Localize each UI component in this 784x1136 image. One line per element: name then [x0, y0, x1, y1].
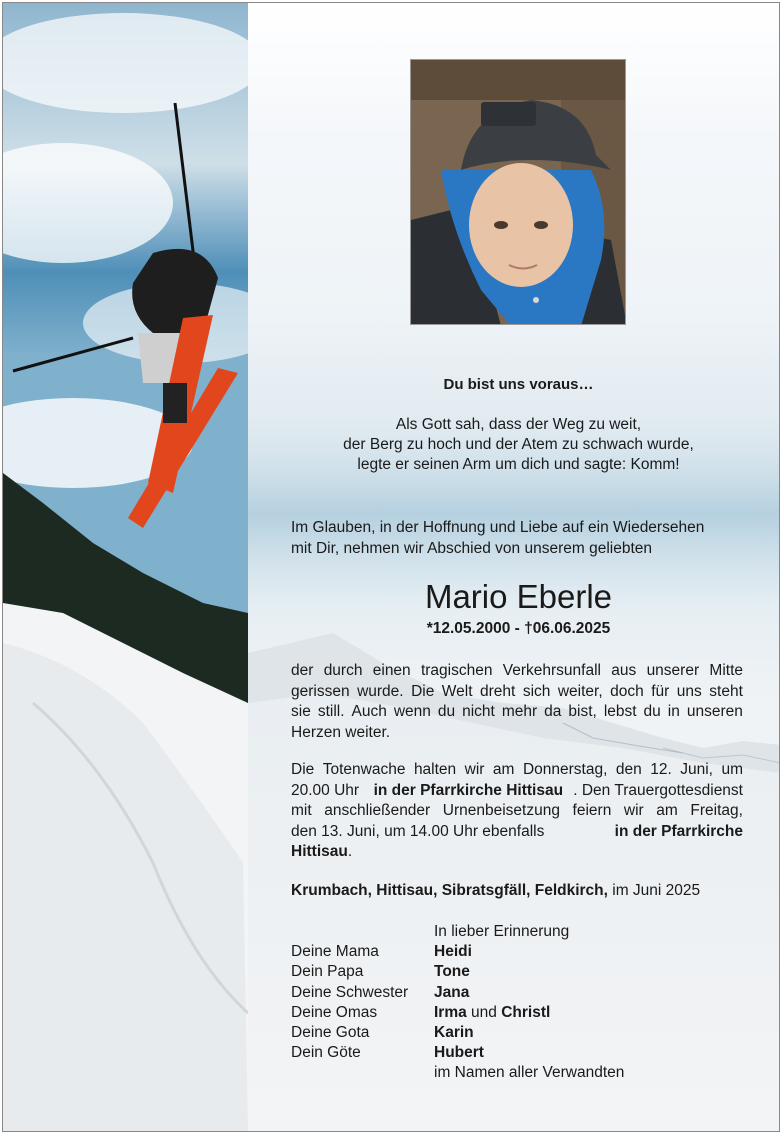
word: den [615, 761, 642, 778]
paragraph-line [291, 702, 743, 723]
paragraph-line [291, 682, 743, 703]
family-row [291, 1043, 624, 1063]
family-row [291, 962, 624, 982]
family-row [291, 942, 624, 962]
poem-line: Als Gott sah, dass der Weg zu weit, [395, 416, 642, 433]
word: lebst [603, 703, 637, 720]
word: für [651, 682, 670, 700]
relative-name: Christl [501, 1003, 551, 1021]
conjunction: und [466, 1003, 502, 1021]
word: anschließender [324, 802, 431, 819]
relation-label: Deine Gota [291, 1024, 370, 1042]
word: Herzen weiter. [291, 723, 391, 741]
word: Urnenbeisetzung [442, 802, 560, 819]
word: mehr [501, 703, 538, 720]
skier-photo [3, 3, 248, 1132]
word: gerissen [291, 682, 350, 700]
word: sich [522, 682, 551, 700]
relation-label: Dein Göte [291, 1044, 361, 1062]
paragraph-line [291, 723, 743, 744]
word: nicht [462, 703, 495, 720]
service-line [291, 801, 743, 822]
life-dates: *12.05.2000 - †06.06.2025 [426, 620, 611, 637]
portrait-photo [410, 59, 626, 325]
service-text: den 13. Juni, um 14.00 Uhr ebenfalls [291, 822, 549, 840]
relative-name: Tone [434, 963, 470, 981]
family-header: In lieber Erinnerung [434, 923, 570, 940]
relative-name: Jana [434, 983, 470, 1001]
service-paragraph [291, 760, 743, 863]
family-list [291, 922, 624, 1084]
intro-line: Im Glauben, in der Hoffnung und Liebe auf ein Wiedersehen [291, 519, 705, 536]
word: steht [709, 682, 743, 700]
word: Welt [441, 682, 473, 700]
word: Die [411, 682, 435, 700]
places-list: Krumbach, Hittisau, Sibratsgfäll, Feldkirch, [291, 882, 608, 899]
word: am [656, 802, 678, 819]
word: still. [317, 703, 345, 720]
word: unseren [686, 703, 743, 720]
word: mit [291, 802, 312, 819]
relation-label: Deine Mama [291, 943, 379, 961]
word: wurde. [357, 682, 404, 700]
date-text: im Juni 2025 [607, 882, 701, 899]
word: einen [372, 662, 411, 679]
service-line [291, 822, 743, 843]
word: Freitag, [690, 802, 743, 819]
relation-label: Deine Omas [291, 1003, 378, 1021]
word: du [643, 703, 661, 720]
family-footer: im Namen aller Verwandten [434, 1064, 625, 1082]
word: doch [610, 682, 644, 700]
word: sie [291, 703, 311, 720]
intro-text [291, 517, 746, 559]
word: dreht [480, 682, 516, 700]
family-header-row [291, 922, 624, 942]
word: halten [413, 761, 457, 778]
service-line [291, 781, 743, 802]
relative-name: Hubert [434, 1044, 484, 1062]
word: in [667, 703, 680, 720]
service-line [291, 760, 743, 781]
word: da [544, 703, 562, 720]
word: durch [323, 662, 363, 679]
motto-heading: Du bist uns voraus… [443, 376, 594, 393]
service-line [291, 842, 743, 863]
word: Auch [351, 703, 387, 720]
family-footer-row [291, 1063, 624, 1083]
word: Totenwache [322, 761, 406, 778]
relation-label: Dein Papa [291, 963, 364, 981]
poem-line: der Berg zu hoch und der Atem zu schwach wurde, [343, 436, 694, 453]
word: Juni, [680, 761, 713, 778]
family-row [291, 983, 624, 1003]
word: Donnerstag, [522, 761, 608, 778]
word: um [721, 761, 743, 778]
relation-label: Deine Schwester [291, 983, 409, 1001]
word: unserer [646, 662, 700, 679]
church-location: Hittisau [291, 843, 348, 860]
church-location: in der Pfarrkirche [614, 822, 743, 840]
word: Verkehrsunfall [502, 662, 601, 679]
relative-name: Irma [434, 1003, 467, 1021]
service-text: . [347, 843, 353, 860]
word: der [291, 662, 314, 679]
family-row [291, 1023, 624, 1043]
word: du [437, 703, 456, 720]
word: feiern [572, 802, 612, 819]
word: aus [611, 662, 637, 679]
word: Mitte [709, 662, 743, 679]
accident-paragraph [291, 661, 743, 743]
word: wenn [393, 703, 431, 720]
places-and-date [291, 881, 700, 901]
obituary-card [2, 2, 780, 1132]
intro-line: mit Dir, nehmen wir Abschied von unserem geliebten [291, 540, 652, 557]
word: wir [623, 802, 644, 819]
word: am [492, 761, 515, 778]
deceased-name: Mario Eberle [424, 578, 613, 615]
service-text: 20.00 Uhr [291, 781, 364, 799]
poem-line: legte er seinen Arm um dich und sagte: Komm! [357, 456, 680, 473]
poem [291, 415, 746, 475]
word: wir [464, 761, 485, 778]
family-row [291, 1003, 624, 1023]
paragraph-line [291, 661, 743, 682]
relative-name: Karin [434, 1024, 474, 1042]
word: uns [676, 682, 702, 700]
word: weiter, [557, 682, 603, 700]
word: Die [291, 761, 315, 778]
word: tragischen [420, 662, 493, 679]
church-location: in der Pfarrkirche Hittisau [373, 781, 564, 799]
word: bist, [568, 703, 597, 720]
service-text: . Den Trauergottesdienst [573, 781, 743, 799]
word: 12. [650, 761, 672, 778]
relative-name: Heidi [434, 943, 472, 961]
